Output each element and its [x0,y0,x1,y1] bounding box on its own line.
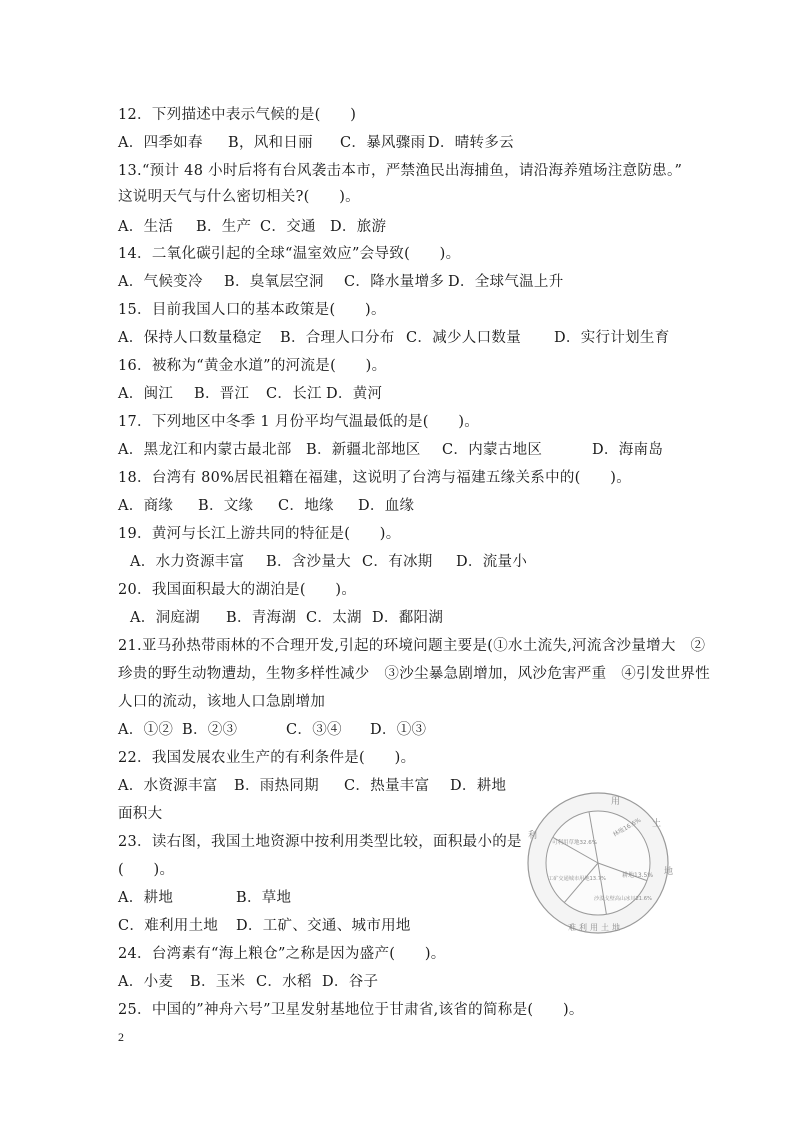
q13-line [118,162,682,180]
answer-option: C．太湖 [306,610,362,626]
q16-line [118,385,382,403]
ring-label-right: 土 [652,819,662,829]
answer-option: B．草地 [236,890,292,906]
answer-option: A．①② [118,722,174,738]
q18-line [118,469,631,487]
question-text: 22．我国发展农业生产的有利条件是( )。 [118,750,416,766]
q13-line [118,188,360,206]
answer-option: A．洞庭湖 [130,610,200,626]
answer-option: C．长江 [266,386,322,402]
answer-option: A．保持人口数量稳定 [118,330,262,346]
question-text: 15．目前我国人口的基本政策是( )。 [118,302,386,318]
answer-option: D．旅游 [330,219,387,235]
answer-option: A．生活 [118,219,174,235]
q22-line [118,805,162,823]
slice-label-grassland: 可利用草地32.6% [552,840,597,846]
q21-line [118,637,705,655]
answer-option: D．全球气温上升 [448,274,564,290]
question-text: 19．黄河与长江上游共同的特征是( )。 [118,526,401,542]
question-text: 17．下列地区中冬季 1 月份平均气温最低的是( )。 [118,414,480,430]
q25-line [118,1001,584,1019]
answer-option: B．合理人口分布 [280,330,395,346]
q21-line [118,693,325,711]
answer-option: A．商缘 [118,498,174,514]
answer-option: A．闽江 [118,386,174,402]
slice-label-industrial: 工矿交通城市用地13.7% [548,876,606,882]
answer-option: B．玉米 [190,974,246,990]
answer-option: C．③④ [286,722,342,738]
answer-option: D．鄱阳湖 [372,610,444,626]
answer-option: C．降水量增多 [344,274,445,290]
q23-line [118,917,411,935]
question-text: 14．二氧化碳引起的全球“温室效应”会导致( )。 [118,246,461,262]
answer-option: C．水稻 [256,974,312,990]
q16-line [118,357,386,375]
q13-line [118,218,386,236]
ring-label-top: 用 [611,797,621,807]
question-text: 12．下列描述中表示气候的是( ) [118,107,357,123]
question-text: 23．读右图，我国土地资源中按利用类型比较，面积最小的是 [118,834,522,850]
answer-option: C．内蒙古地区 [442,442,543,458]
q21-line [118,721,426,739]
answer-option: D．晴转多云 [428,135,514,151]
answer-option: B．青海湖 [226,610,297,626]
answer-option: D．①③ [370,722,427,738]
q12-line [118,106,356,124]
q24-line [118,973,378,991]
slice-label-desert: 沙漠戈壁高山冰川21.6% [594,896,652,902]
ring-label-right2: 地 [664,867,674,877]
answer-option: C．难利用土地 [118,918,219,934]
answer-option: D．耕地 [450,778,507,794]
answer-option: D．谷子 [322,974,379,990]
answer-option: B．生产 [196,219,252,235]
q14-line [118,245,460,263]
q23-line [118,833,522,851]
answer-option: D．血缘 [358,498,415,514]
page-number: 2 [118,1030,124,1044]
answer-option: D．流量小 [456,554,528,570]
ring-label-left: 利 [528,831,538,841]
q20-line [118,581,356,599]
q14-line [118,273,564,291]
answer-option: A．小麦 [118,974,174,990]
answer-option: C．暴风骤雨 [340,135,426,151]
q19-line [130,553,527,571]
answer-option: A．四季如春 [118,135,203,151]
question-text: 面积大 [118,806,163,822]
answer-option: B，风和日丽 [228,135,313,151]
land-use-pie-chart [518,788,678,938]
q12-line [118,134,514,152]
question-text: 25．中国的”神舟六号”卫星发射基地位于甘肃省,该省的简称是( )。 [118,1002,584,1018]
q23-line [118,861,174,879]
answer-option: C．减少人口数量 [406,330,521,346]
slice-label-farmland: 耕地13.5% [622,872,654,879]
question-text: 珍贵的野生动物遭劫，生物多样性减少 ③沙尘暴急剧增加，风沙危害严重 ④引发世界性 [118,666,710,682]
answer-option: C．地缘 [278,498,334,514]
answer-option: C．有冰期 [362,554,433,570]
question-text: 21.亚马孙热带雨林的不合理开发,引起的环境问题主要是(①水土流失,河流含沙量增大 ② [118,638,706,654]
answer-option: D．工矿、交通、城市用地 [236,918,411,934]
answer-option: A．气候变冷 [118,274,203,290]
answer-option: B．晋江 [194,386,250,402]
question-text: 24．台湾素有“海上粮仓”之称是因为盛产( )。 [118,946,446,962]
answer-option: B．含沙量大 [266,554,351,570]
answer-option: B．②③ [182,722,238,738]
question-text: 18．台湾有 80%居民祖籍在福建，这说明了台湾与福建五缘关系中的( )。 [118,470,631,486]
question-text: 16．被称为“黄金水道”的河流是( )。 [118,358,387,374]
answer-option: D．海南岛 [592,442,664,458]
q17-line [118,413,479,431]
ring-label-bottom: 难利用土地 [568,923,623,932]
q15-line [118,301,386,319]
q19-line [118,525,401,543]
question-text: 20．我国面积最大的湖泊是( )。 [118,582,357,598]
answer-option: D．实行计划生育 [554,330,670,346]
answer-option: B．雨热同期 [234,778,319,794]
answer-option: A．黑龙江和内蒙古最北部 [118,442,292,458]
q22-line [118,749,415,767]
answer-option: D．黄河 [326,386,383,402]
q24-line [118,945,446,963]
q15-line [118,329,670,347]
slice-label-forest: 林地16.6% [611,816,643,839]
q21-line [118,665,710,683]
answer-option: A．水力资源丰富 [130,554,245,570]
answer-option: B．新疆北部地区 [306,442,421,458]
q20-line [130,609,443,627]
answer-option: C．热量丰富 [344,778,430,794]
question-text: 人口的流动，该地人口急剧增加 [118,694,326,710]
answer-option: B．文缘 [198,498,254,514]
answer-option: A．耕地 [118,890,174,906]
question-text: ( )。 [118,862,175,878]
question-text: 13.“预计 48 小时后将有台风袭击本市，严禁渔民出海捕鱼，请沿海养殖场注意防患。” [118,163,683,179]
question-text: 这说明天气与什么密切相关?( )。 [118,189,360,205]
q18-line [118,497,414,515]
answer-option: C．交通 [260,219,316,235]
answer-option: B．臭氧层空洞 [224,274,324,290]
q23-line [118,889,291,907]
q17-line [118,441,663,459]
q22-line [118,777,506,795]
answer-option: A．水资源丰富 [118,778,218,794]
